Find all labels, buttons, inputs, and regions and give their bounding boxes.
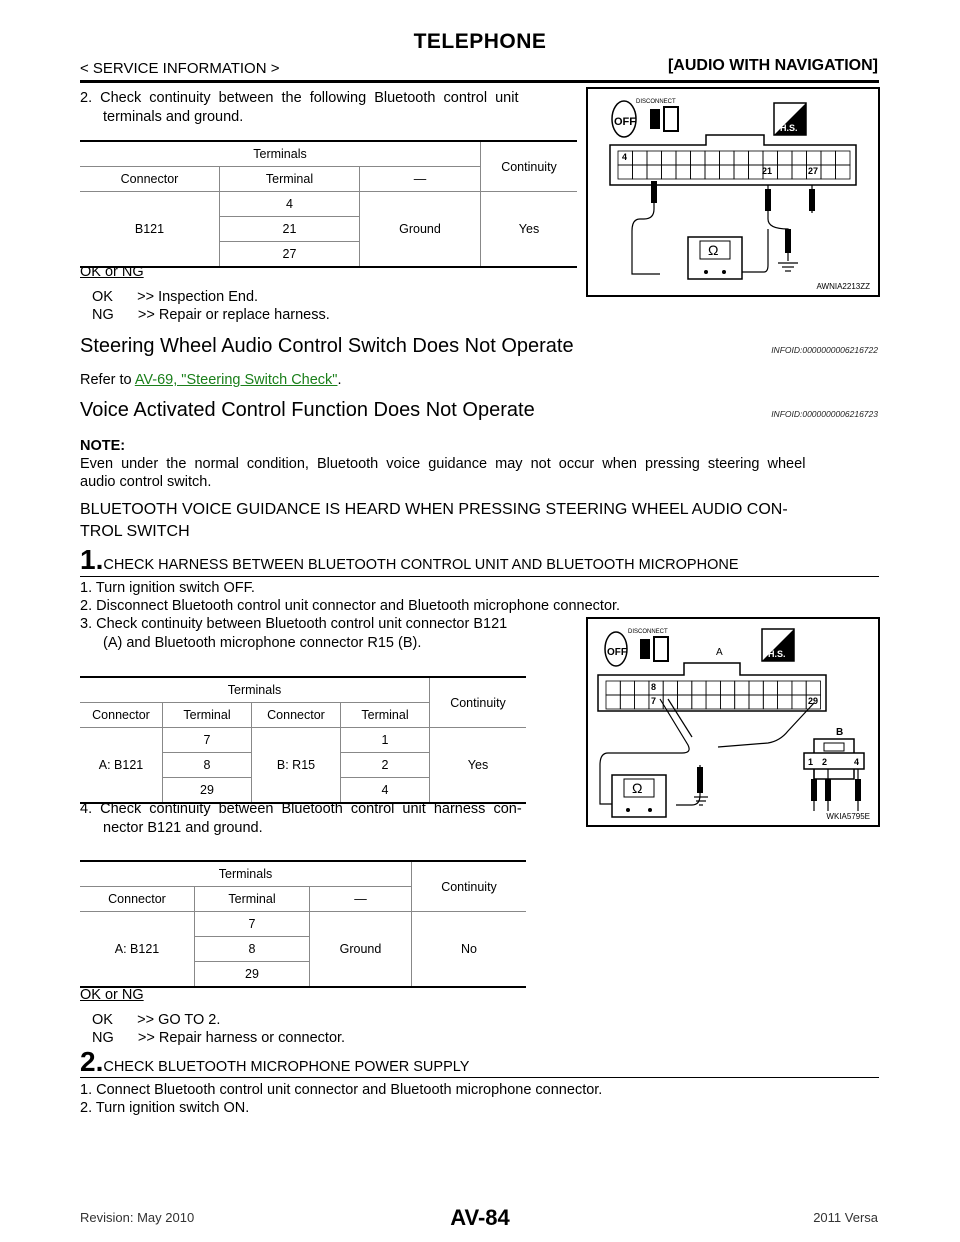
page-title: TELEPHONE <box>413 30 547 53</box>
cell-connector: B121 <box>80 192 220 268</box>
th-dash: — <box>360 167 481 192</box>
label-ohm: Ω <box>632 780 643 796</box>
connector-pin-cell <box>606 681 620 695</box>
step1-item4-line2: nector B121 and ground. <box>103 820 263 836</box>
th-terminals: Terminals <box>80 677 430 703</box>
connector-pin-cell <box>778 151 793 165</box>
connector-pin-cell <box>792 695 806 709</box>
connector-pin-cell <box>705 165 720 179</box>
refer-suffix: . <box>337 372 342 388</box>
cell-terminal-a: 8 <box>163 753 252 778</box>
cell-result: Yes <box>481 192 578 268</box>
ignition-off-icon <box>612 101 636 137</box>
th-terminals: Terminals <box>80 141 481 167</box>
cell-terminal-b: 4 <box>341 778 430 804</box>
th-continuity: Continuity <box>430 677 527 728</box>
cell-terminal: 8 <box>195 937 310 962</box>
connector-pin-cell <box>836 165 851 179</box>
connector-pin-cell <box>734 151 749 165</box>
connector-pin-cell <box>836 151 851 165</box>
label-pin21: 21 <box>762 166 773 176</box>
step1-item1: 1. Turn ignition switch OFF. <box>80 580 255 596</box>
figure-svg-1 <box>588 89 878 295</box>
connector-pin-cell <box>749 151 764 165</box>
step1-title: CHECK HARNESS BETWEEN BLUETOOTH CONTROL UNIT AND BLUETOOTH MICROPHONE <box>103 557 739 573</box>
ng-result-1: NG >> Repair or replace harness. <box>92 307 330 323</box>
refer-line <box>80 371 342 390</box>
step2-line2: terminals and ground. <box>103 109 244 125</box>
connector-pin-cell <box>705 151 720 165</box>
connector-pin-cell <box>678 695 692 709</box>
footer-model: 2011 Versa <box>813 1210 878 1225</box>
connector-pin-cell <box>763 681 777 695</box>
table-a-b-continuity <box>80 676 526 804</box>
connector-pin-cell <box>720 165 735 179</box>
connector-pin-cell <box>792 165 807 179</box>
label-pin27: 27 <box>808 166 819 176</box>
figure-continuity-a-b <box>586 617 880 827</box>
label-b-pin4: 4 <box>854 757 860 767</box>
label-disconnect: DISCONNECT <box>636 99 676 105</box>
label-b-pin1: 1 <box>808 757 814 767</box>
connector-pin-cell <box>821 165 836 179</box>
voice-guidance-heading <box>80 499 788 543</box>
connector-pin-cell <box>620 695 634 709</box>
ground-icon <box>778 263 798 271</box>
th-continuity: Continuity <box>412 861 527 912</box>
section-title-voice-control: Voice Activated Control Function Does Not Operate <box>80 399 535 421</box>
connector-b-face <box>804 739 864 779</box>
connector-pin-cell <box>647 151 662 165</box>
cell-result: Yes <box>430 728 527 804</box>
step2-title: CHECK BLUETOOTH MICROPHONE POWER SUPPLY <box>103 1059 470 1075</box>
connector-pin-cell <box>749 165 764 179</box>
step2-item1: 1. Connect Bluetooth control unit connector and Bluetooth microphone connector. <box>80 1082 603 1098</box>
step2-rule <box>80 1077 879 1078</box>
cell-ground: Ground <box>360 192 481 268</box>
step1-rule <box>80 576 879 577</box>
connector-a-face <box>598 663 826 711</box>
connector-pin-cell <box>692 681 706 695</box>
cell-ground: Ground <box>310 912 412 988</box>
cell-connector: A: B121 <box>80 912 195 988</box>
th-continuity: Continuity <box>481 141 578 192</box>
th-terminal: Terminal <box>195 887 310 912</box>
label-pin4: 4 <box>622 152 628 162</box>
connector-pin-cell <box>720 151 735 165</box>
connector-pin-cell <box>633 151 648 165</box>
connector-b121-face <box>610 135 856 185</box>
connector-pin-cell <box>778 681 792 695</box>
connector-pin-cell <box>792 681 806 695</box>
th-terminal-b: Terminal <box>341 703 430 728</box>
th-terminal: Terminal <box>220 167 360 192</box>
connector-pin-grid <box>606 681 821 709</box>
connector-pin-cell <box>763 151 778 165</box>
step1-item3-line1: 3. Check continuity between Bluetooth control unit connector B121 <box>80 616 508 632</box>
cell-terminal-b: 2 <box>341 753 430 778</box>
connector-pin-cell <box>692 695 706 709</box>
connector-pin-cell <box>662 165 677 179</box>
connector-pin-cell <box>633 165 648 179</box>
harness-side-icon <box>762 629 794 661</box>
label-pin7: 7 <box>651 696 657 706</box>
okng-label-2: OK or NG <box>80 987 144 1003</box>
label-disconnect: DISCONNECT <box>628 629 668 635</box>
label-hs: H.S. <box>780 123 798 133</box>
connector-pin-cell <box>618 165 633 179</box>
step2-instruction <box>80 89 576 127</box>
th-connector: Connector <box>80 167 220 192</box>
cell-connector-a: A: B121 <box>80 728 163 804</box>
cell-terminal-a: 7 <box>163 728 252 753</box>
label-hs: H.S. <box>768 649 786 659</box>
cell-terminal-a: 29 <box>163 778 252 804</box>
step1-item4-line1: 4. Check continuity between Bluetooth control unit harness con- <box>80 801 522 817</box>
step1-item3-line2: (A) and Bluetooth microphone connector R15 (B). <box>103 635 422 651</box>
connector-pin-cell <box>620 681 634 695</box>
step1-item2: 2. Disconnect Bluetooth control unit connector and Bluetooth microphone connector. <box>80 598 621 614</box>
cell-terminal: 7 <box>195 912 310 937</box>
connector-pin-cell <box>635 695 649 709</box>
label-b-pin2: 2 <box>822 757 828 767</box>
note-line1: Even under the normal condition, Bluetooth voice guidance may not occur when pressing steering wheel <box>80 456 806 472</box>
ohmmeter-icon <box>612 775 666 817</box>
page-number: AV-84 <box>450 1205 510 1230</box>
step2-number: 2. <box>80 1046 104 1077</box>
connector-pin-cell <box>676 151 691 165</box>
label-off: OFF <box>607 647 627 658</box>
label-off: OFF <box>614 116 636 128</box>
connector-pin-cell <box>662 151 677 165</box>
section-title-steering-switch: Steering Wheel Audio Control Switch Does Not Operate <box>80 335 574 357</box>
note-line2: audio control switch. <box>80 474 212 490</box>
table-a-ground-continuity-no <box>80 860 526 988</box>
step2-item2: 2. Turn ignition switch ON. <box>80 1100 250 1116</box>
th-connector-b: Connector <box>252 703 341 728</box>
label-connector-a: A <box>716 647 723 658</box>
step1-heading <box>80 544 739 576</box>
probe-tips <box>697 767 861 801</box>
connector-pin-cell <box>806 681 820 695</box>
ohmmeter-icon <box>688 237 742 279</box>
label-ohm: Ω <box>708 242 719 258</box>
connector-pin-cell <box>606 695 620 709</box>
ok-result-1: OK >> Inspection End. <box>92 289 259 305</box>
step1-item4 <box>80 800 522 838</box>
figure-continuity-ground <box>586 87 880 297</box>
refer-prefix: Refer to <box>80 372 135 388</box>
cell-terminal: 21 <box>220 217 360 242</box>
ok-result-2: OK >> GO TO 2. <box>92 1012 221 1028</box>
note-label: NOTE: <box>80 438 126 454</box>
label-connector-b: B <box>836 727 844 738</box>
connector-pin-cell <box>691 165 706 179</box>
header-rule <box>80 80 879 83</box>
header-right: [AUDIO WITH NAVIGATION] <box>667 57 878 74</box>
figure-svg-2 <box>588 619 878 825</box>
okng-label-1: OK or NG <box>80 264 144 280</box>
connector-pin-cell <box>720 681 734 695</box>
cell-result: No <box>412 912 527 988</box>
connector-pin-cell <box>821 151 836 165</box>
connector-pin-cell <box>647 165 662 179</box>
connector-pin-cell <box>778 695 792 709</box>
table-ground-continuity-yes <box>80 140 577 268</box>
cell-terminal-b: 1 <box>341 728 430 753</box>
footer-revision: Revision: May 2010 <box>80 1210 195 1225</box>
harness-side-icon <box>774 103 806 135</box>
infoid-1: INFOID:0000000006216722 <box>771 345 878 355</box>
connector-pin-cell <box>792 151 807 165</box>
heading-line1: BLUETOOTH VOICE GUIDANCE IS HEARD WHEN PRESSING STEERING WHEEL AUDIO CON- <box>80 501 788 518</box>
connector-pin-cell <box>691 151 706 165</box>
figure-id-2: WKIA5795E <box>826 812 870 821</box>
connector-pin-cell <box>735 695 749 709</box>
heading-line2: TROL SWITCH <box>80 523 190 540</box>
ignition-off-icon <box>605 632 627 666</box>
connector-pin-cell <box>676 165 691 179</box>
step1-number: 1. <box>80 544 104 575</box>
figure-id-1: AWNIA2213ZZ <box>816 282 870 291</box>
cell-terminal: 27 <box>220 242 360 268</box>
th-terminal: Terminal <box>163 703 252 728</box>
connector-pin-cell <box>749 681 763 695</box>
connector-pin-cell <box>706 681 720 695</box>
th-connector: Connector <box>80 703 163 728</box>
step1-item3 <box>80 615 507 653</box>
disconnect-icon <box>636 99 678 131</box>
cell-terminal: 29 <box>195 962 310 988</box>
infoid-2: INFOID:0000000006216723 <box>771 409 878 419</box>
header-left: < SERVICE INFORMATION > <box>80 60 280 77</box>
cell-connector-b: B: R15 <box>252 728 341 804</box>
th-connector: Connector <box>80 887 195 912</box>
connector-pin-cell <box>763 695 777 709</box>
disconnect-icon <box>628 629 668 661</box>
connector-pin-cell <box>734 165 749 179</box>
connector-pin-cell <box>663 681 677 695</box>
label-pin29: 29 <box>808 696 819 706</box>
th-terminals: Terminals <box>80 861 412 887</box>
connector-pin-cell <box>678 681 692 695</box>
connector-pin-cell <box>807 151 822 165</box>
step2-line1: 2. Check continuity between the following Bluetooth control unit <box>80 90 519 106</box>
label-pin8: 8 <box>651 682 657 692</box>
connector-pin-cell <box>749 695 763 709</box>
connector-pin-cell <box>735 681 749 695</box>
connector-pin-cell <box>635 681 649 695</box>
th-dash: — <box>310 887 412 912</box>
connector-pin-cell <box>720 695 734 709</box>
step2-heading <box>80 1046 469 1078</box>
connector-pin-cell <box>706 695 720 709</box>
ng-result-2: NG >> Repair harness or connector. <box>92 1030 346 1046</box>
steering-switch-check-link[interactable]: AV-69, "Steering Switch Check" <box>134 372 338 388</box>
cell-terminal: 4 <box>220 192 360 217</box>
connector-pin-cell <box>778 165 793 179</box>
